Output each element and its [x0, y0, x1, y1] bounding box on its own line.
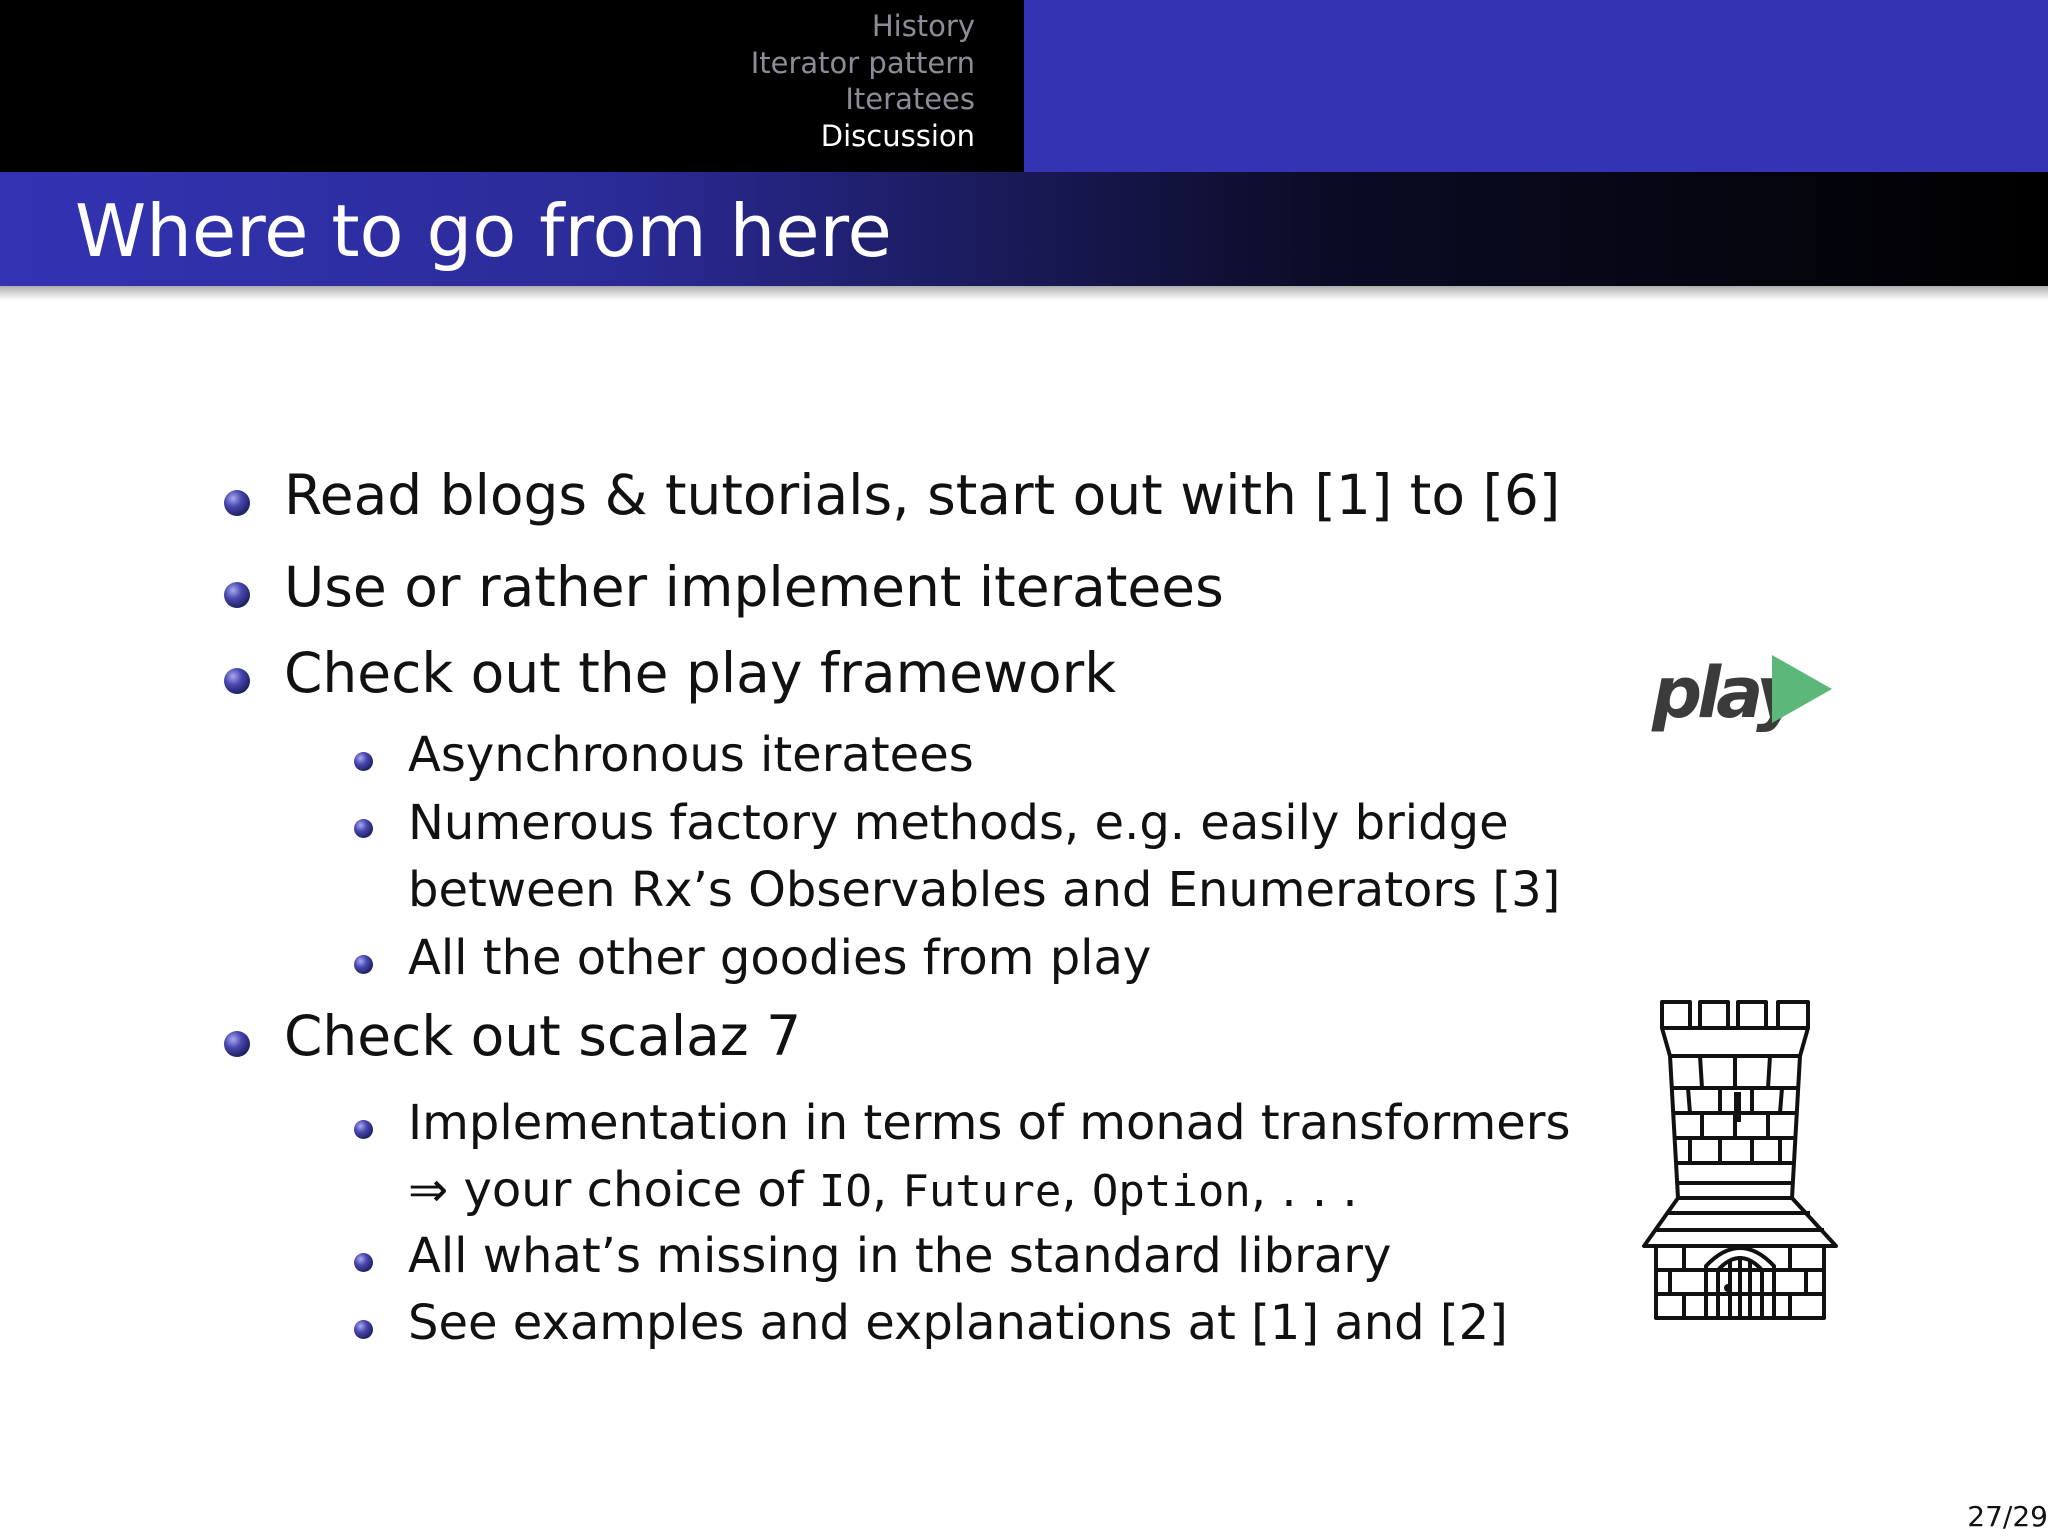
bullet-icon [224, 490, 250, 516]
section-link-iterator-pattern[interactable]: Iterator pattern [750, 45, 975, 80]
ellipsis: , . . . [1250, 1162, 1358, 1218]
play-triangle-icon [1772, 655, 1832, 723]
sub-bullet-icon [354, 1320, 373, 1339]
section-link-discussion[interactable]: Discussion [820, 118, 975, 153]
code-option: Option [1091, 1166, 1251, 1217]
sub-list-item: All the other goodies from play [408, 930, 1152, 986]
sub-bullet-icon [354, 819, 373, 838]
sub-list-item-continuation: between Rx’s Observables and Enumerators [3] [408, 862, 1561, 918]
bullet-icon [224, 668, 250, 694]
play-logo-wordmark: play [1652, 652, 1797, 734]
section-link-history[interactable]: History [871, 9, 975, 43]
sub-bullet-icon [354, 1253, 373, 1272]
sub-bullet-icon [354, 955, 373, 974]
page-number: 27/29 [1967, 1500, 2048, 1533]
sub-list-item: See examples and explanations at [1] and [2] [408, 1295, 1508, 1351]
implies-text: ⇒ your choice of [408, 1162, 819, 1218]
code-future: Future [902, 1166, 1062, 1217]
sub-list-item-continuation [408, 1162, 1358, 1218]
list-item: Check out the play framework [284, 641, 1117, 705]
list-item: Check out scalaz 7 [284, 1004, 802, 1068]
separator: , [1061, 1162, 1092, 1218]
sub-bullet-icon [354, 1120, 373, 1139]
section-link-iteratees[interactable]: Iteratees [845, 82, 975, 116]
sub-list-item: All what’s missing in the standard library [408, 1228, 1392, 1284]
scalaz-tower-icon [1640, 998, 1840, 1324]
bullet-icon [224, 582, 250, 608]
frame-title: Where to go from here [75, 189, 892, 273]
list-item: Use or rather implement iteratees [284, 555, 1224, 619]
separator: , [871, 1162, 903, 1218]
sub-list-item: Numerous factory methods, e.g. easily bridge [408, 795, 1509, 851]
sub-list-item: Asynchronous iteratees [408, 727, 974, 783]
code-io: IO [818, 1166, 872, 1217]
play-logo [1640, 648, 1850, 748]
sub-bullet-icon [354, 752, 373, 771]
sub-list-item: Implementation in terms of monad transformers [408, 1095, 1571, 1151]
bullet-icon [224, 1031, 250, 1057]
list-item: Read blogs & tutorials, start out with [1] to [6] [284, 463, 1561, 527]
